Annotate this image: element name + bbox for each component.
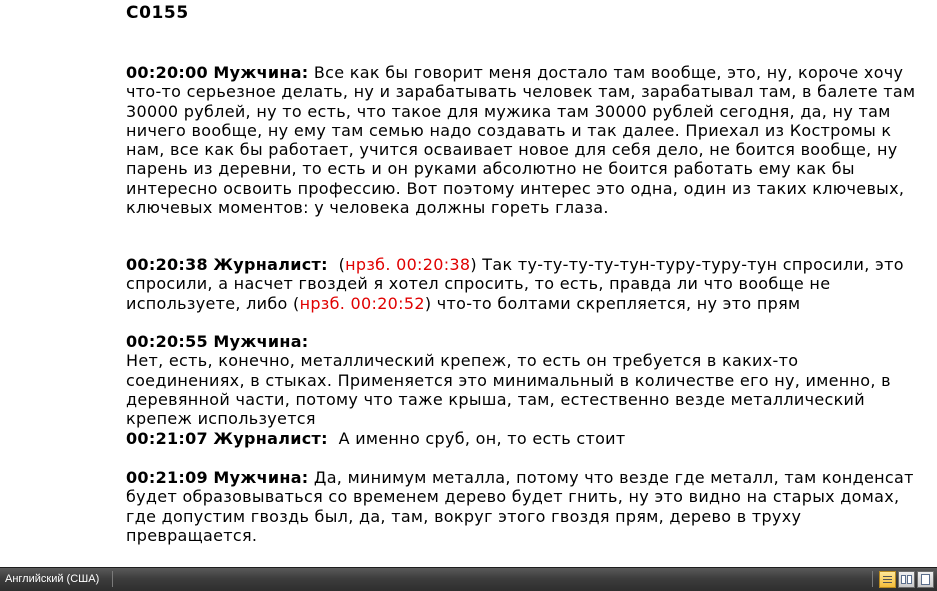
document-id: C0155 <box>126 3 189 23</box>
timestamp: 00:20:55 <box>126 332 208 351</box>
speaker-label: Мужчина: <box>213 332 309 351</box>
bracket: ( <box>338 255 346 274</box>
reading-view-icon[interactable] <box>898 571 915 588</box>
utterance-text: Да, минимум металла, потому что везде где металл, там конденсат будет образовываться со временем дерево будет гнить, ну это видно на старых домах, где допустим гвоздь был, да, там, вокруг этого гвоздя прям, дерево в труху превращается. <box>126 468 914 545</box>
timestamp: 00:20:38 <box>126 255 208 274</box>
timestamp: 00:20:00 <box>126 63 208 82</box>
timestamp: 00:21:07 <box>126 429 208 448</box>
status-bar <box>0 567 937 591</box>
inaudible-marker: нрзб. 00:20:38 <box>345 255 471 274</box>
web-layout-view-icon[interactable] <box>917 571 934 588</box>
inaudible-marker: нрзб. 00:20:52 <box>299 293 425 313</box>
speaker-label: Мужчина: <box>213 468 309 487</box>
bracket: ) <box>470 255 477 274</box>
transcript-entry <box>126 468 916 545</box>
status-divider <box>112 571 113 587</box>
transcript-entry <box>126 429 916 448</box>
speaker-label: Мужчина: <box>213 63 309 82</box>
bracket: ( <box>293 293 300 313</box>
language-indicator[interactable]: Английский (США) <box>5 573 100 585</box>
speaker-label: Журналист: <box>213 255 328 274</box>
transcript-entry <box>126 332 916 428</box>
view-switcher <box>879 571 934 588</box>
transcript-entry <box>126 255 916 313</box>
utterance-text: Все как бы говорит меня достало там вообще, это, ну, короче хочу что-то серьезное делать, ну и зарабатывать человек там, зарабатывал там, в балете там 30000 рублей, ну то есть, что такое для мужика там 30000 рублей сегодня, да, ну там ничего вообще, ну ему там семью надо создавать и так далее. Приехал из Костромы к нам, все как бы работает, учится осваивает новое для себя дело, не боится вообще, ну парень из деревни, то есть и он руками абсолютно не боится работать ему как бы интересно освоить профессию. Вот поэтому интерес это одна, один из таких ключевых, ключевых моментов: у человека должны гореть глаза. <box>126 63 916 218</box>
timestamp: 00:21:09 <box>126 468 208 487</box>
transcript-entry <box>126 63 916 217</box>
utterance-text: Нет, есть, конечно, металлический крепеж, то есть он требуется в каких-то соединениях, в стыках. Применяется это минимальный в количестве его ну, именно, в деревянной части, потому что таже крыша, там, естественно везде металлический крепеж используется <box>126 351 891 429</box>
utterance-text: Так ту-ту-ту-ту-тун-туру-туру-тун спросили, это спросили, а насчет гвоздей я хотел спросить, то есть, правда ли что вообще не используете, либо <box>126 255 904 313</box>
document-page[interactable] <box>126 0 916 567</box>
utterance-text: что-то болтами скрепляется, ну это прям <box>431 293 801 313</box>
status-divider <box>872 571 873 587</box>
print-layout-view-icon[interactable] <box>879 571 896 588</box>
speaker-label: Журналист: <box>213 429 328 448</box>
utterance-text: А именно сруб, он, то есть стоит <box>338 429 626 448</box>
bracket: ) <box>424 293 432 313</box>
